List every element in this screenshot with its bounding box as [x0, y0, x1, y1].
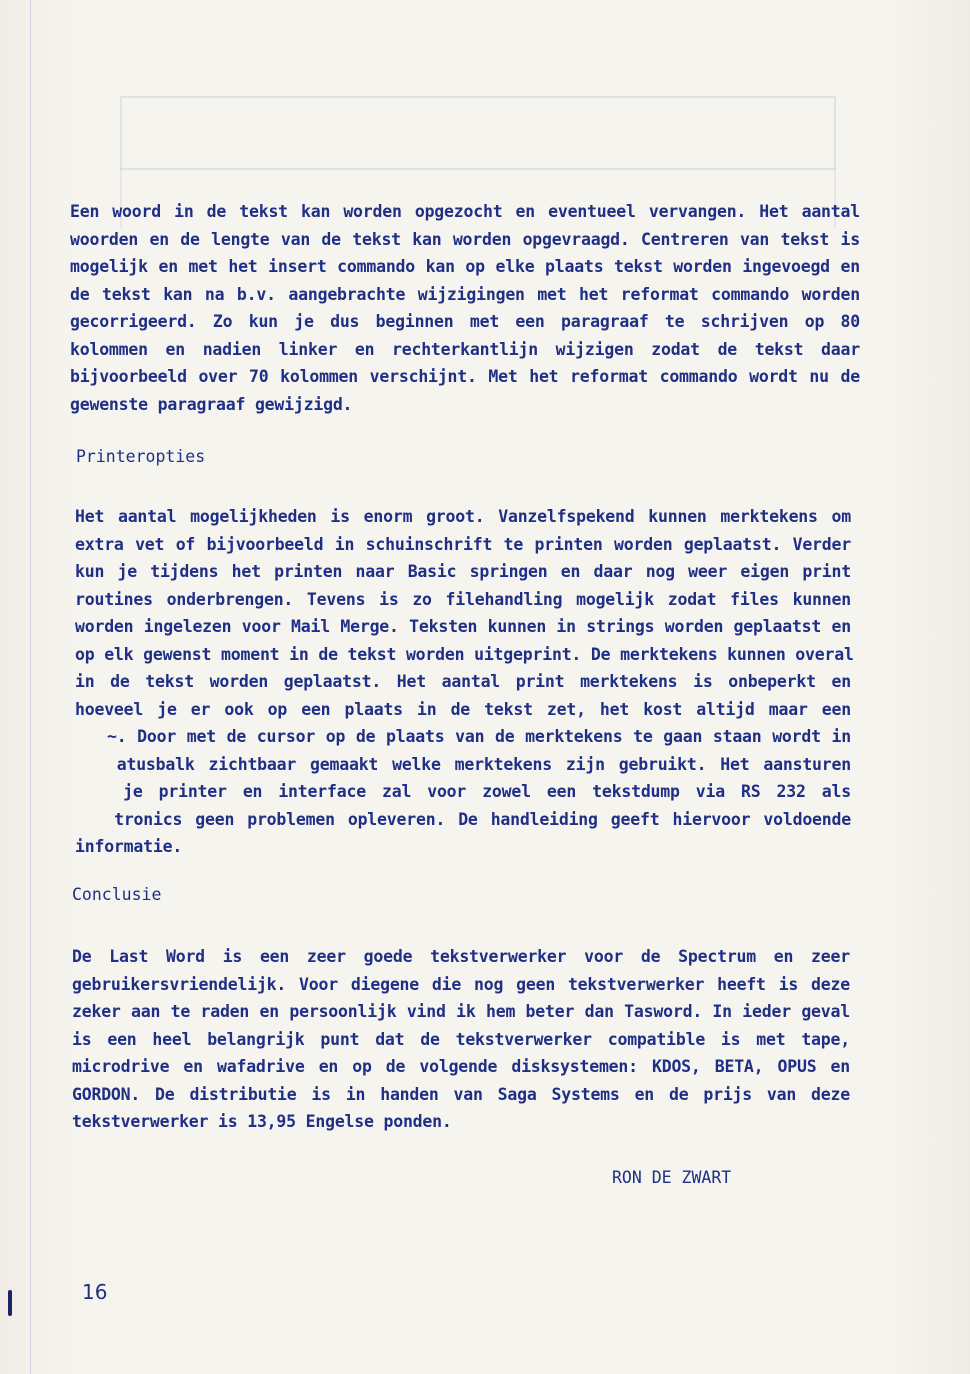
text-line: gecorrigeerd. Zo kun je dus beginnen met een paragraaf te schrijven op 80 [70, 312, 860, 331]
text-line: Het aantal mogelijkheden is enorm groot. Vanzelfspekend kunnen merktekens om [75, 507, 851, 526]
page-number: 16 [82, 1280, 108, 1304]
printer-options-heading: Printeropties [76, 447, 206, 466]
text-line: in de tekst worden geplaatst. Het aantal print merktekens is onbeperkt en [75, 672, 851, 691]
text-line: kun je tijdens het printen naar Basic springen en daar nog weer eigen print [75, 562, 851, 581]
text-line: gebruikersvriendelijk. Voor diegene die nog geen tekstverwerker heeft is deze [72, 974, 850, 994]
text-line: extra vet of bijvoorbeeld in schuinschrift te printen worden geplaatst. Verder [75, 534, 851, 554]
text-line: de tekst kan na b.v. aangebrachte wijzigingen met het reformat commando worden [70, 284, 860, 304]
text-line: zeker aan te raden en persoonlijk vind ik hem beter dan Tasword. In ieder geval [72, 1002, 850, 1021]
edge-mark [8, 1290, 12, 1316]
text-line: ~. Door met de cursor op de plaats van de merktekens te gaan staan wordt in [75, 727, 851, 746]
text-line: mogelijk en met het insert commando kan op elke plaats tekst worden ingevoegd en [70, 257, 860, 276]
text-line: woorden en de lengte van de tekst kan worden opgevraagd. Centreren van tekst is [70, 229, 860, 249]
author-signature: RON DE ZWART [612, 1168, 732, 1187]
show-through-box [120, 96, 836, 170]
text-line: worden ingelezen voor Mail Merge. Teksten kunnen in strings worden geplaatst en [75, 617, 851, 636]
text-line: microdrive en wafadrive en op de volgende disksystemen: KDOS, BETA, OPUS en [72, 1057, 850, 1076]
text-line: tekstverwerker is 13,95 Engelse ponden. [72, 1112, 452, 1131]
printer-options-paragraph [75, 503, 854, 861]
text-line: routines onderbrengen. Tevens is zo filehandling mogelijk zodat files kunnen [75, 589, 851, 609]
text-line: Een woord in de tekst kan worden opgezocht en eventueel vervangen. Het aantal [70, 202, 860, 221]
text-line: gewenste paragraaf gewijzigd. [70, 394, 353, 414]
text-line: je printer en interface zal voor zowel een tekstdump via RS 232 als [75, 782, 851, 801]
text-line: hoeveel je er ook op een plaats in de tekst zet, het kost altijd maar een [75, 699, 851, 719]
conclusion-paragraph [72, 943, 850, 1136]
text-line: bijvoorbeeld over 70 kolommen verschijnt. Met het reformat commando wordt nu de [70, 367, 860, 386]
conclusion-heading: Conclusie [72, 885, 162, 904]
intro-paragraph [70, 198, 860, 418]
text-line: kolommen en nadien linker en rechterkantlijn wijzigen zodat de tekst daar [70, 339, 860, 359]
binding-line [30, 0, 31, 1374]
text-line: informatie. [75, 837, 183, 856]
text-line: De Last Word is een zeer goede tekstverwerker voor de Spectrum en zeer [72, 947, 850, 966]
text-line: atusbalk zichtbaar gemaakt welke merktekens zijn gebruikt. Het aansturen [75, 754, 851, 774]
text-line: op elk gewenst moment in de tekst worden uitgeprint. De merktekens kunnen overal [75, 644, 854, 664]
text-line: is een heel belangrijk punt dat de tekstverwerker compatible is met tape, [72, 1029, 850, 1049]
text-line: tronics geen problemen opleveren. De handleiding geeft hiervoor voldoende [75, 809, 851, 829]
text-line: GORDON. De distributie is in handen van Saga Systems en de prijs van deze [72, 1084, 850, 1104]
